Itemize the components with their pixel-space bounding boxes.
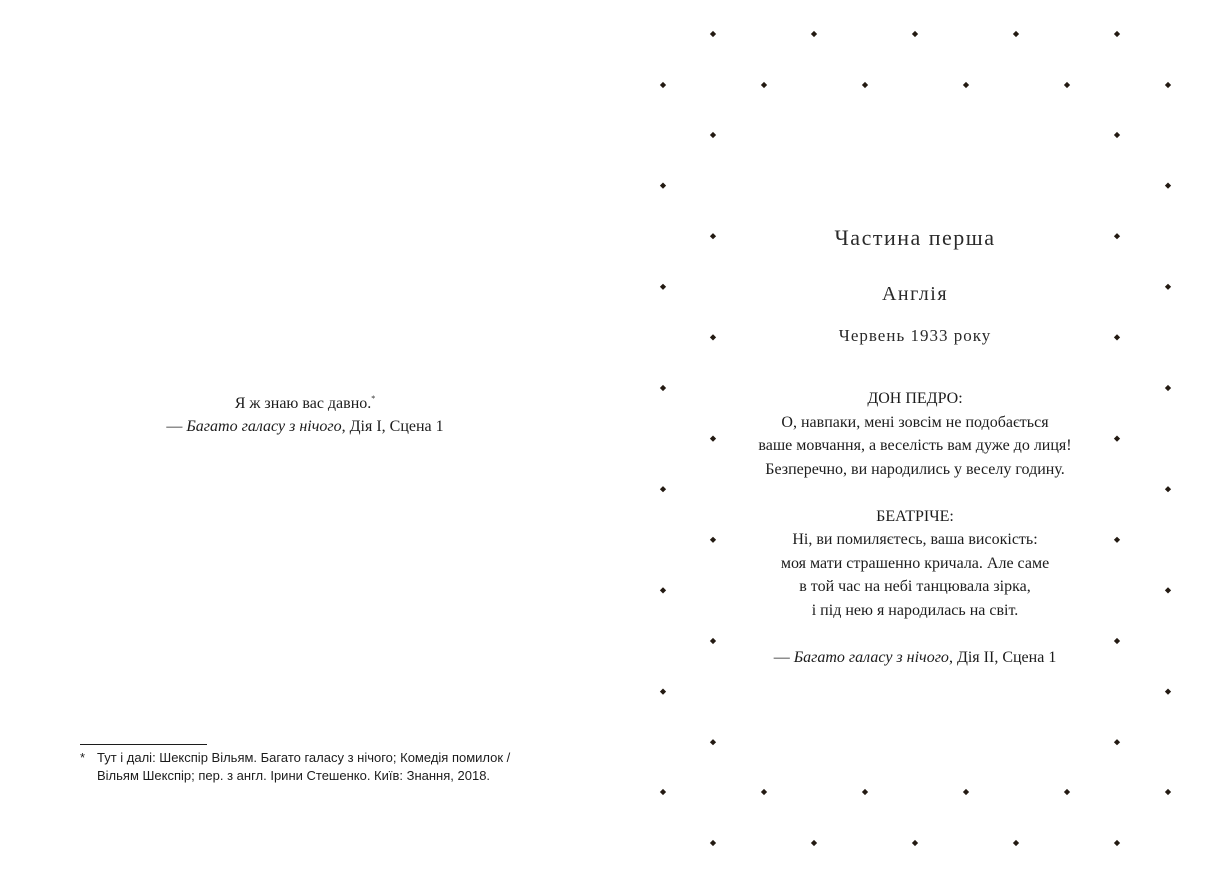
dialogue-line: Безперечно, ви народились у веселу годину. <box>765 460 1065 478</box>
dialogue-attribution-work: Багато галасу з нічого <box>793 649 949 666</box>
dialogue-line: О, навпаки, мені зовсім не подобається <box>781 413 1049 431</box>
dialogue-line: в той час на небі танцювала зірка, <box>799 578 1031 595</box>
dialogue-epigraph <box>660 387 1170 622</box>
speaker-name: ДОН ПЕДРО: <box>867 390 963 407</box>
footnote-divider <box>80 744 207 745</box>
epigraph <box>0 387 610 438</box>
footnote-reference-marker: * <box>371 394 376 403</box>
dialogue-attribution-act: , Дія II, Сцена 1 <box>948 649 1057 666</box>
dialogue-attribution-dash: — <box>773 649 790 666</box>
dialogue-line: Ні, ви помиляєтесь, ваша високість: <box>792 531 1038 548</box>
footnote-marker: * <box>80 750 86 765</box>
speaker-name: БЕАТРІЧЕ: <box>876 507 954 525</box>
dialogue-line: моя мати страшенно кричала. Але саме <box>780 554 1050 572</box>
epigraph-attribution <box>0 415 610 438</box>
stanza-gap <box>660 481 1170 505</box>
epigraph-attribution-dash: — <box>166 418 183 435</box>
setting-date: Червень 1933 року <box>838 326 992 345</box>
setting-country: Англія <box>881 283 949 305</box>
epigraph-quote: Я ж знаю вас давно. <box>234 395 372 412</box>
dialogue-attribution <box>660 646 1170 669</box>
part-title: Частина перша <box>834 225 996 250</box>
epigraph-attribution-act: , Дія I, Сцена 1 <box>341 418 444 435</box>
footnote-line: Вільям Шекспір; пер. з англ. Ірини Стешенко. Київ: Знання, 2018. <box>97 768 491 783</box>
footnote-line: Тут і далі: Шекспір Вільям. Багато галасу з нічого; Комедія помилок / <box>97 750 511 765</box>
epigraph-quote-line <box>0 387 610 415</box>
dialogue-line: і під нею я народилась на світ. <box>811 601 1019 619</box>
footnote <box>80 749 550 785</box>
epigraph-attribution-work: Багато галасу з нічого <box>186 418 342 435</box>
dialogue-line: ваше мовчання, а веселість вам дуже до лиця! <box>758 437 1072 454</box>
